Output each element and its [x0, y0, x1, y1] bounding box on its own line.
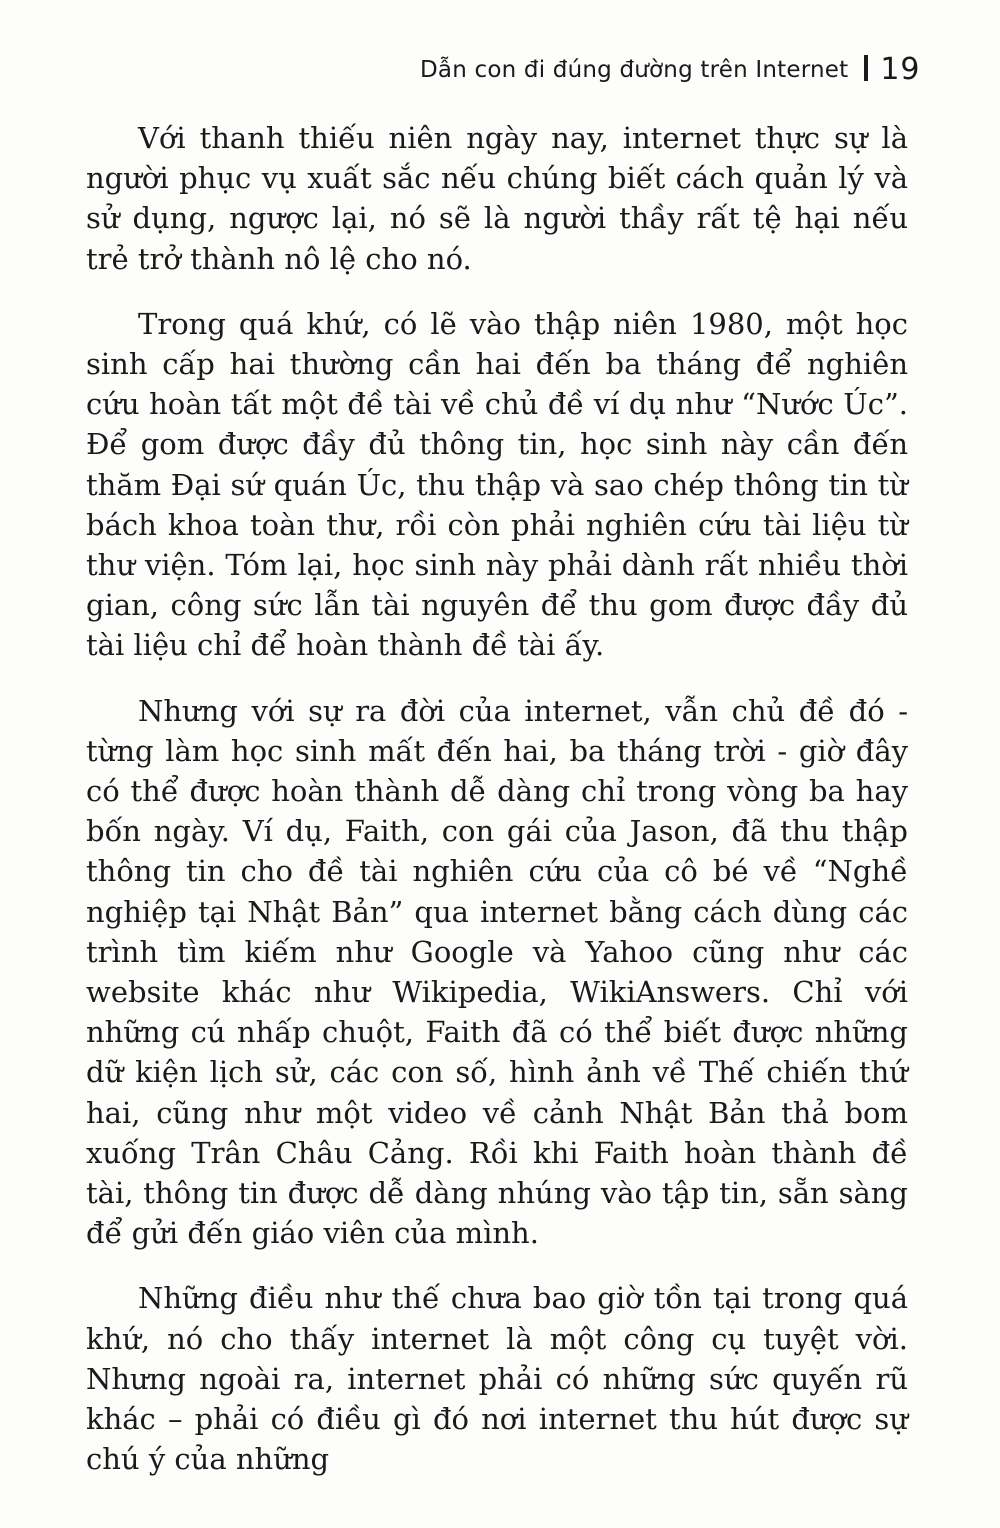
- running-title: Dẫn con đi đúng đường trên Internet: [420, 57, 849, 83]
- running-header: [420, 52, 920, 87]
- header-separator: [864, 55, 868, 81]
- body-text: [86, 118, 908, 1505]
- paragraph-3: Nhưng với sự ra đời của internet, vẫn chủ đề đó - từng làm học sinh mất đến hai, ba tháng trời - giờ đây có thể được hoàn thành dễ dàng chỉ trong vòng ba hay bốn ngày. Ví dụ, Faith, con gái của Jason, đã thu thập thông tin cho đề tài nghiên cứu của cô bé về “Nghề nghiệp tại Nhật Bản” qua internet bằng cách dùng các trình tìm kiếm như Google và Yahoo cũng như các website khác như Wikipedia, WikiAnswers. Chỉ với những cú nhấp chuột, Faith đã có thể biết được những dữ kiện lịch sử, các con số, hình ảnh về Thế chiến thứ hai, cũng như một video về cảnh Nhật Bản thả bom xuống Trân Châu Cảng. Rồi khi Faith hoàn thành đề tài, thông tin được dễ dàng nhúng vào tập tin, sẵn sàng để gửi đến giáo viên của mình.: [86, 693, 908, 1251]
- paragraph-4: Những điều như thế chưa bao giờ tồn tại trong quá khứ, nó cho thấy internet là một công cụ tuyệt vời. Nhưng ngoài ra, internet phải có những sức quyến rũ khác – phải có điều gì đó nơi internet thu hút được sự chú ý của những: [86, 1281, 908, 1477]
- paragraph-2: Trong quá khứ, có lẽ vào thập niên 1980, một học sinh cấp hai thường cần hai đến ba tháng để nghiên cứu hoàn tất một đề tài về chủ đề ví dụ như “Nước Úc”. Để gom được đầy đủ thông tin, học sinh này cần đến thăm Đại sứ quán Úc, thu thập và sao chép thông tin từ bách khoa toàn thư, rồi còn phải nghiên cứu tài liệu từ thư viện. Tóm lại, học sinh này phải dành rất nhiều thời gian, công sức lẫn tài nguyên để thu gom được đầy đủ tài liệu chỉ để hoàn thành đề tài ấy.: [86, 306, 908, 663]
- paragraph-1: Với thanh thiếu niên ngày nay, internet thực sự là người phục vụ xuất sắc nếu chúng biết cách quản lý và sử dụng, ngược lại, nó sẽ là người thầy rất tệ hại nếu trẻ trở thành nô lệ cho nó.: [86, 121, 908, 276]
- page-number: 19: [880, 52, 921, 87]
